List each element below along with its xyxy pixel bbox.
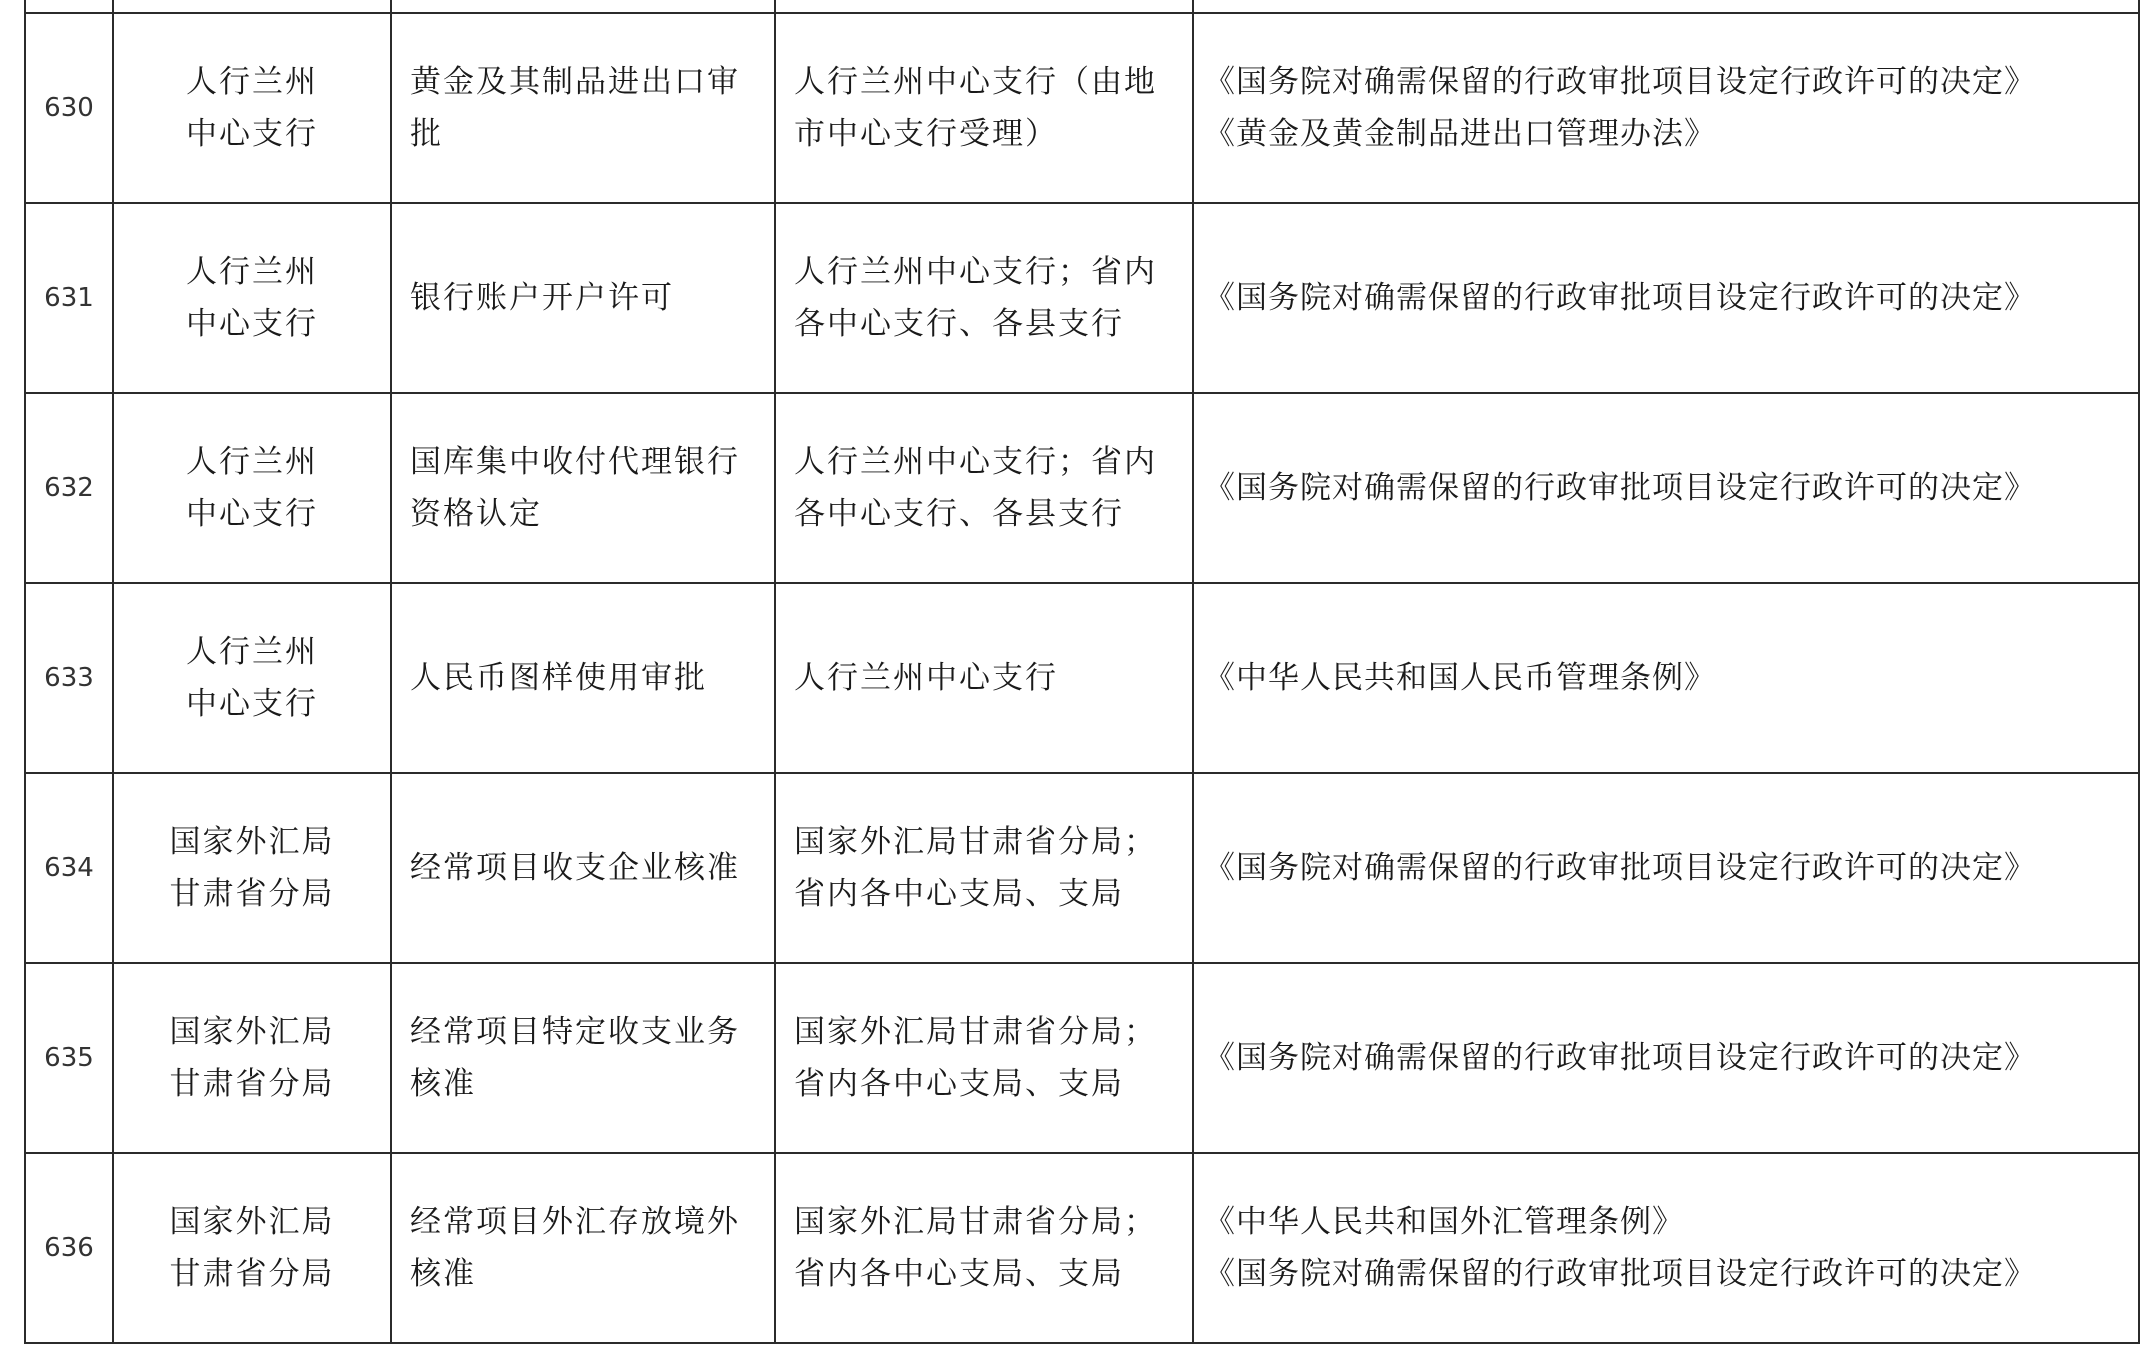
legal-basis xyxy=(1193,203,2139,393)
legal-basis xyxy=(1193,583,2139,773)
agency-line: 人行兰州 xyxy=(186,64,318,100)
table-row xyxy=(25,203,2139,393)
implementing-agency xyxy=(113,1153,391,1343)
implementing-agency xyxy=(113,203,391,393)
dept-text: 国家外汇局甘肃省分局；省内各中心支局、支局 xyxy=(794,824,1157,912)
cell-org xyxy=(113,0,391,13)
legal-basis xyxy=(1193,963,2139,1153)
basis-line: 《国务院对确需保留的行政审批项目设定行政许可的决定》 xyxy=(1204,64,2036,100)
item-text: 经常项目收支企业核准 xyxy=(410,850,740,886)
row-number: 630 xyxy=(25,13,113,203)
table-row-previous-partial xyxy=(25,0,2139,13)
basis-line: 《国务院对确需保留的行政审批项目设定行政许可的决定》 xyxy=(1204,850,2036,886)
row-number: 635 xyxy=(25,963,113,1153)
dept-text: 人行兰州中心支行 xyxy=(794,660,1058,696)
item-text: 国库集中收付代理银行资格认定 xyxy=(410,444,740,532)
agency-line: 中心支行 xyxy=(186,306,318,342)
agency-line: 甘肃省分局 xyxy=(169,1256,335,1292)
agency-line: 中心支行 xyxy=(186,116,318,152)
agency-line: 国家外汇局 xyxy=(169,1204,335,1240)
approval-item-name xyxy=(391,773,775,963)
basis-line: 《黄金及黄金制品进出口管理办法》 xyxy=(1204,116,1716,152)
handling-department xyxy=(775,203,1193,393)
approval-item-name xyxy=(391,393,775,583)
approval-item-name xyxy=(391,1153,775,1343)
row-number: 636 xyxy=(25,1153,113,1343)
approval-items-table xyxy=(24,0,2138,1344)
item-text: 黄金及其制品进出口审批 xyxy=(410,64,740,152)
handling-department xyxy=(775,963,1193,1153)
agency-line: 人行兰州 xyxy=(186,634,318,670)
dept-text: 人行兰州中心支行（由地市中心支行受理） xyxy=(794,64,1157,152)
basis-line: 《国务院对确需保留的行政审批项目设定行政许可的决定》 xyxy=(1204,1040,2036,1076)
cell-dept xyxy=(775,0,1193,13)
dept-text: 人行兰州中心支行；省内各中心支行、各县支行 xyxy=(794,254,1157,342)
item-text: 人民币图样使用审批 xyxy=(410,660,707,696)
basis-line: 《国务院对确需保留的行政审批项目设定行政许可的决定》 xyxy=(1204,1256,2036,1292)
dept-text: 人行兰州中心支行；省内各中心支行、各县支行 xyxy=(794,444,1157,532)
table-row xyxy=(25,13,2139,203)
row-number: 634 xyxy=(25,773,113,963)
item-text: 经常项目外汇存放境外核准 xyxy=(410,1204,740,1292)
item-text: 经常项目特定收支业务核准 xyxy=(410,1014,740,1102)
row-number: 633 xyxy=(25,583,113,773)
basis-line: 《国务院对确需保留的行政审批项目设定行政许可的决定》 xyxy=(1204,280,2036,316)
basis-line: 《国务院对确需保留的行政审批项目设定行政许可的决定》 xyxy=(1204,470,2036,506)
cell-basis xyxy=(1193,0,2139,13)
table-row xyxy=(25,963,2139,1153)
row-number: 632 xyxy=(25,393,113,583)
legal-basis xyxy=(1193,13,2139,203)
handling-department xyxy=(775,1153,1193,1343)
implementing-agency xyxy=(113,773,391,963)
handling-department xyxy=(775,13,1193,203)
approval-item-name xyxy=(391,963,775,1153)
cell-item xyxy=(391,0,775,13)
implementing-agency xyxy=(113,963,391,1153)
agency-line: 国家外汇局 xyxy=(169,824,335,860)
row-number: 631 xyxy=(25,203,113,393)
basis-line: 《中华人民共和国外汇管理条例》 xyxy=(1204,1204,1684,1240)
agency-line: 人行兰州 xyxy=(186,254,318,290)
agency-line: 甘肃省分局 xyxy=(169,1066,335,1102)
table-row xyxy=(25,393,2139,583)
handling-department xyxy=(775,393,1193,583)
table-row xyxy=(25,773,2139,963)
basis-line: 《中华人民共和国人民币管理条例》 xyxy=(1204,660,1716,696)
item-text: 银行账户开户许可 xyxy=(410,280,674,316)
implementing-agency xyxy=(113,13,391,203)
agency-line: 国家外汇局 xyxy=(169,1014,335,1050)
handling-department xyxy=(775,773,1193,963)
agency-line: 中心支行 xyxy=(186,686,318,722)
implementing-agency xyxy=(113,583,391,773)
legal-basis xyxy=(1193,773,2139,963)
agency-line: 中心支行 xyxy=(186,496,318,532)
approval-item-name xyxy=(391,13,775,203)
legal-basis xyxy=(1193,1153,2139,1343)
agency-line: 甘肃省分局 xyxy=(169,876,335,912)
table-row xyxy=(25,1153,2139,1343)
approval-item-name xyxy=(391,203,775,393)
approval-item-name xyxy=(391,583,775,773)
dept-text: 国家外汇局甘肃省分局；省内各中心支局、支局 xyxy=(794,1014,1157,1102)
dept-text: 国家外汇局甘肃省分局；省内各中心支局、支局 xyxy=(794,1204,1157,1292)
table-body xyxy=(24,0,2140,1344)
agency-line: 人行兰州 xyxy=(186,444,318,480)
legal-basis xyxy=(1193,393,2139,583)
cell-no xyxy=(25,0,113,13)
implementing-agency xyxy=(113,393,391,583)
handling-department xyxy=(775,583,1193,773)
table-row xyxy=(25,583,2139,773)
